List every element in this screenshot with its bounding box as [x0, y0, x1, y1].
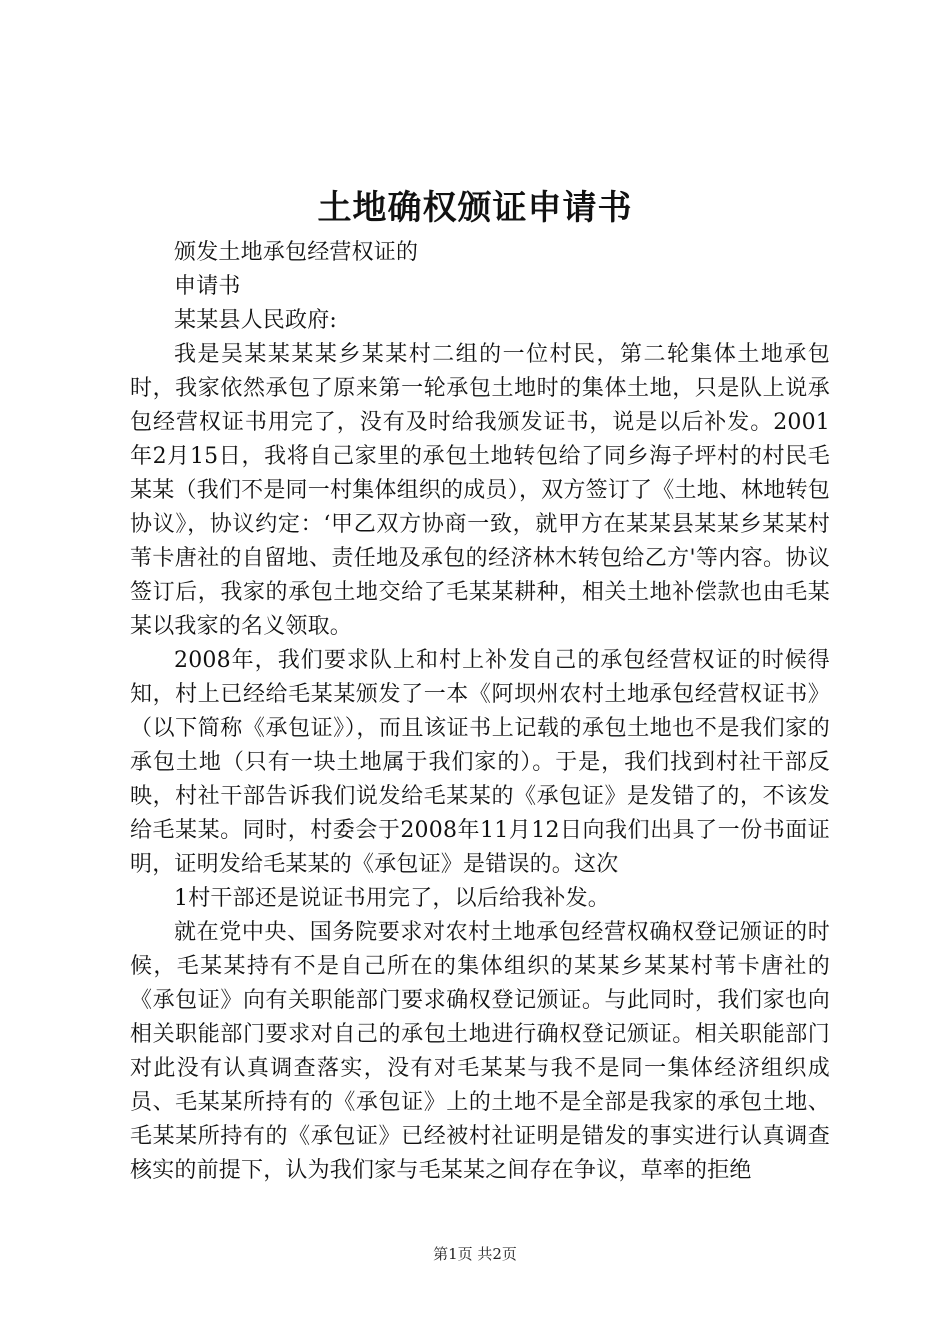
paragraph-background: 我是吴某某某某乡某某村二组的一位村民，第二轮集体土地承包时，我家依然承包了原来第一轮承包土地时的集体土地，只是队上说承包经营权证书用完了，没有及时给我颁发证书，说是以后补发。2001年2月15日，我将自己家里的承包土地转包给了同乡海子坪村的村民毛某某（我们不是同一村集体组织的成员），双方签订了《土地、林地转包协议》，协议约定：‘甲乙双方协商一致，就甲方在某某县某某乡某某村苇卡唐社的自留地、责任地及承包的经济林木转包给乙方'等内容。协议签订后，我家的承包土地交给了毛某某耕种，相关土地补偿款也由毛某某以我家的名义领取。: [130, 342, 830, 639]
page-number-footer: 第1页 共2页: [433, 1245, 517, 1263]
paragraph-page-break-fragment: 1村干部还是说证书用完了，以后给我补发。: [174, 886, 610, 911]
paragraph-certification-dispute: 就在党中央、国务院要求对农村土地承包经营权确权登记颁证的时候，毛某某持有不是自己所在的集体组织的某某乡某某村苇卡唐社的《承包证》向有关职能部门要求确权登记颁证。与此同时，我们家也向相关职能部门要求对自己的承包土地进行确权登记颁证。相关职能部门对此没有认真调查落实，没有对毛某某与我不是同一集体经济组织成员、毛某某所持有的《承包证》上的土地不是全部是我家的承包土地、毛某某所持有的《承包证》已经被村社证明是错发的事实进行认真调查核实的前提下，认为我们家与毛某某之间存在争议，草率的拒绝: [130, 920, 830, 1183]
paragraph-subject-line-2: 申请书: [174, 274, 241, 299]
paragraph-addressee: 某某县人民政府:: [174, 308, 338, 333]
page-title: 土地确权颁证申请书: [317, 188, 633, 228]
paragraph-subject-line-1: 颁发土地承包经营权证的: [174, 240, 419, 265]
paragraph-2008-events: 2008年，我们要求队上和村上补发自己的承包经营权证的时候得知，村上已经给毛某某颁发了一本《阿坝州农村土地承包经营权证书》（以下简称《承包证》），而且该证书上记载的承包土地也不是我们家的承包土地（只有一块土地属于我们家的）。于是，我们找到村社干部反映，村社干部告诉我们说发给毛某某的《承包证》是发错了的，不该发给毛某某。同时，村委会于2008年11月12日向我们出具了一份书面证明，证明发给毛某某的《承包证》是错误的。这次: [130, 648, 830, 877]
document-body: [130, 236, 830, 1188]
